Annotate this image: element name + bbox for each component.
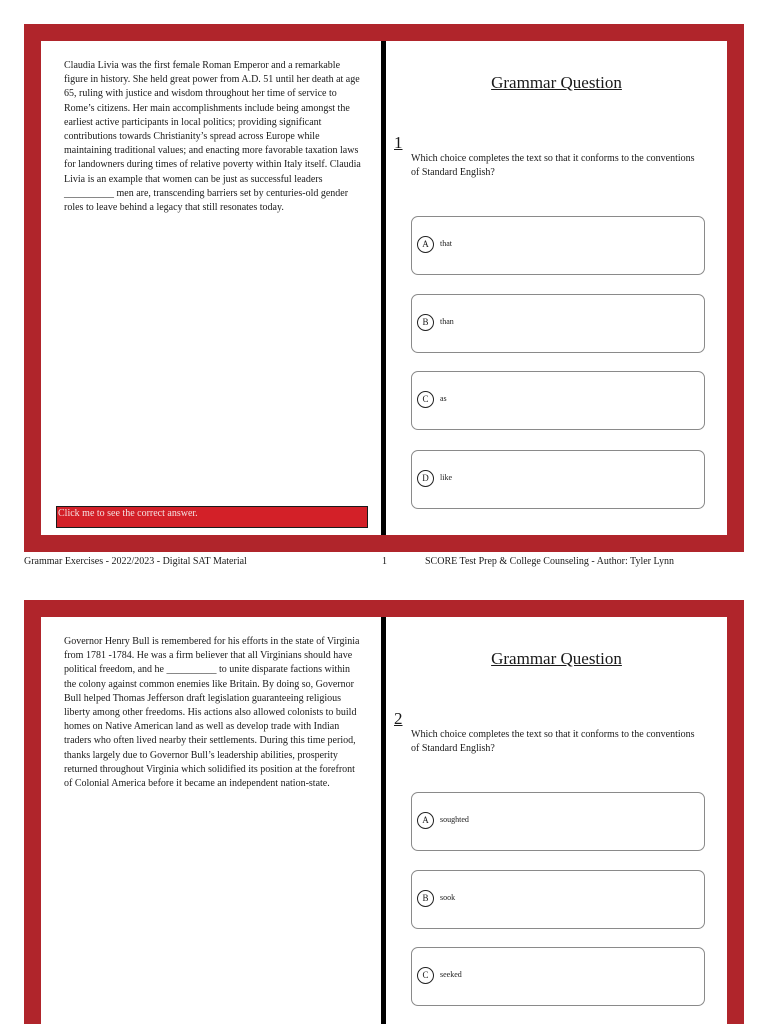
option-c[interactable] bbox=[411, 947, 705, 1006]
question-prompt: Which choice completes the text so that it conforms to the conventions of Standard English? bbox=[411, 153, 695, 178]
passage-panel bbox=[41, 41, 381, 535]
passage-text: Claudia Livia was the first female Roman Emperor and a remarkable figure in history. She held great power from A.D. 51 until her death at age 65, ruling with justice and wisdom throughout her time of service to Rome’s citizens. Her main accomplishments include being amongst the earliest active participants in local politics; providing significant contributions towards Christianity’s spread across Europe while maintaining traditional values; and enacting more favorable taxation laws for landowners during times of relative poverty within Italy itself. Claudia Livia is an example that women can be just as successful leaders __________ men are, transcending barriers set by centuries-old gender roles to leave behind a legacy that still resonates today. bbox=[64, 60, 361, 214]
option-letter: C bbox=[417, 967, 434, 984]
question-panel bbox=[386, 617, 727, 1024]
footer-title: Grammar Exercises - 2022/2023 - Digital SAT Material bbox=[24, 556, 247, 567]
option-text: than bbox=[440, 317, 454, 326]
option-text: like bbox=[440, 473, 452, 482]
option-d[interactable] bbox=[411, 450, 705, 509]
option-text: sook bbox=[440, 893, 456, 902]
question-number: 2 bbox=[394, 709, 403, 728]
passage-text: Governor Henry Bull is remembered for his efforts in the state of Virginia from 1781 -1784. He was a firm believer that all Virginians should have political freedom, and he __________ to unite disparate factions within the colony against common enemies like Britain. By doing so, Governor Bull helped Thomas Jefferson draft legislation guaranteeing religious liberty among other freedoms. His actions also allowed colonists to build homes on Native American land as well as develop trade with Indian traders who often lived nearby their settlements. During this time period, thanks largely due to Governor Bull’s leadership abilities, prosperity returned throughout Virginia which solidified its position at the forefront of Colonial America before it became an independent nation-state. bbox=[64, 636, 360, 790]
question-heading: Grammar Question bbox=[491, 649, 622, 668]
question-heading: Grammar Question bbox=[491, 73, 622, 92]
option-letter: A bbox=[417, 236, 434, 253]
option-text: seeked bbox=[440, 970, 462, 979]
option-letter: D bbox=[417, 470, 434, 487]
passage-panel bbox=[41, 617, 381, 1024]
option-text: that bbox=[440, 239, 452, 248]
question-number: 1 bbox=[394, 133, 403, 152]
option-a[interactable] bbox=[411, 216, 705, 275]
option-text: soughted bbox=[440, 815, 469, 824]
option-b[interactable] bbox=[411, 294, 705, 353]
question-card-1 bbox=[24, 24, 744, 552]
page-footer bbox=[24, 556, 744, 570]
question-panel bbox=[386, 41, 727, 535]
question-card-2 bbox=[24, 600, 744, 1024]
option-b[interactable] bbox=[411, 870, 705, 929]
option-letter: B bbox=[417, 890, 434, 907]
option-letter: B bbox=[417, 314, 434, 331]
option-letter: C bbox=[417, 391, 434, 408]
option-text: as bbox=[440, 394, 447, 403]
footer-author: SCORE Test Prep & College Counseling - Author: Tyler Lynn bbox=[425, 556, 675, 567]
show-answer-button[interactable]: Click me to see the correct answer. bbox=[56, 506, 368, 528]
option-letter: A bbox=[417, 812, 434, 829]
option-c[interactable] bbox=[411, 371, 705, 430]
question-prompt: Which choice completes the text so that it conforms to the conventions of Standard English? bbox=[411, 729, 695, 754]
footer-page-number: 1 bbox=[382, 556, 387, 567]
option-a[interactable] bbox=[411, 792, 705, 851]
